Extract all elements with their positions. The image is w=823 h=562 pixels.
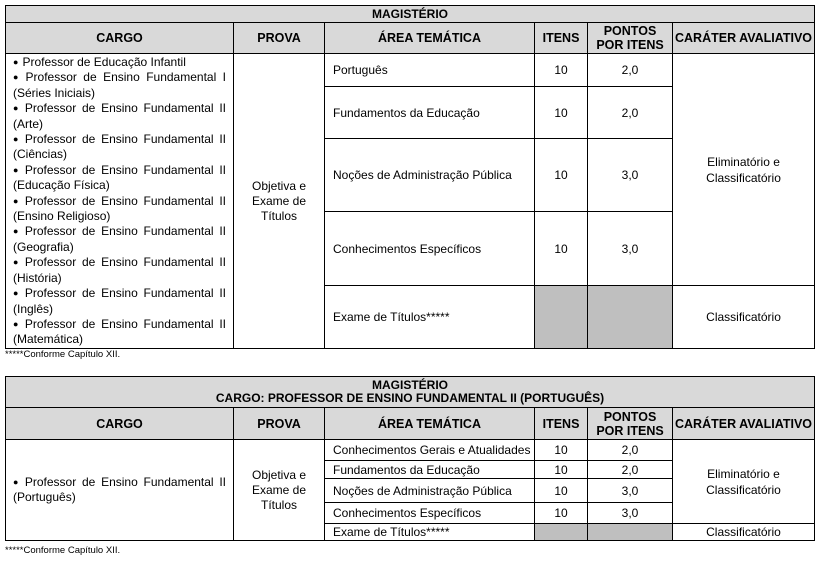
header-area-tematica: ÁREA TEMÁTICA: [325, 408, 535, 440]
bullet-icon: ●: [13, 134, 21, 145]
list-item: ● Professor de Ensino Fundamental II (Arte): [13, 101, 227, 131]
list-item: ● Professor de Ensino Fundamental II (Educação Física): [13, 162, 227, 193]
prova-cell: Objetiva e Exame de Títulos: [234, 440, 325, 541]
itens-cell: 10: [535, 503, 588, 524]
cargo-list: [6, 440, 234, 541]
area-cell: Exame de Títulos*****: [325, 524, 535, 541]
table-title: [6, 377, 815, 408]
area-cell: Noções de Administração Pública: [325, 479, 535, 503]
bullet-icon: ●: [13, 72, 22, 83]
area-cell: Português: [325, 54, 535, 87]
carater-cell: Eliminatório e Classificatório: [673, 440, 815, 524]
list-item: ● Professor de Ensino Fundamental II (Ciências): [13, 132, 227, 162]
pontos-cell: 3,0: [588, 479, 673, 503]
list-item: ● Professor de Ensino Fundamental II (Ensino Religioso): [13, 193, 227, 224]
list-item: ● Professor de Ensino Fundamental II (Matemática): [13, 316, 227, 347]
footnote: *****Conforme Capítulo XII.: [5, 349, 121, 360]
bullet-icon: ●: [13, 57, 19, 67]
header-pontos-por-itens: PONTOS POR ITENS: [588, 408, 673, 440]
magisterio-table: [5, 5, 815, 349]
itens-cell: 10: [535, 461, 588, 479]
bullet-icon: ●: [13, 318, 21, 329]
carater-cell: Classificatório: [673, 524, 815, 541]
table-row: [6, 54, 815, 87]
pontos-cell: 3,0: [588, 212, 673, 286]
area-cell: Conhecimentos Gerais e Atualidades: [325, 440, 535, 461]
bullet-icon: ●: [13, 195, 21, 206]
header-area-tematica: ÁREA TEMÁTICA: [325, 23, 535, 54]
itens-cell: 10: [535, 139, 588, 212]
bullet-icon: ●: [13, 226, 21, 237]
header-itens: ITENS: [535, 408, 588, 440]
magisterio-portugues-table: [5, 376, 815, 541]
carater-cell: Eliminatório e Classificatório: [673, 54, 815, 286]
pontos-cell: 3,0: [588, 139, 673, 212]
table-title: MAGISTÉRIO: [6, 6, 815, 23]
itens-cell: 10: [535, 440, 588, 461]
area-cell: Conhecimentos Específicos: [325, 212, 535, 286]
itens-cell: 10: [535, 54, 588, 87]
header-cargo: CARGO: [6, 23, 234, 54]
pontos-cell: 2,0: [588, 87, 673, 139]
list-item: ● Professor de Educação Infantil: [13, 55, 186, 69]
footnote: *****Conforme Capítulo XII.: [5, 545, 121, 556]
header-prova: PROVA: [234, 23, 325, 54]
area-cell: Conhecimentos Específicos: [325, 503, 535, 524]
header-itens: ITENS: [535, 23, 588, 54]
itens-cell: 10: [535, 479, 588, 503]
header-prova: PROVA: [234, 408, 325, 440]
list-item: ● Professor de Ensino Fundamental II (Geografia): [13, 224, 227, 254]
pontos-cell-empty: [588, 524, 673, 541]
area-cell: Fundamentos da Educação: [325, 461, 535, 479]
header-carater-avaliativo: CARÁTER AVALIATIVO: [673, 408, 815, 440]
itens-cell-empty: [535, 524, 588, 541]
bullet-icon: ●: [13, 257, 21, 268]
itens-cell: 10: [535, 212, 588, 286]
bullet-icon: ●: [13, 103, 21, 114]
bullet-icon: ●: [13, 164, 21, 175]
area-cell: Exame de Títulos*****: [325, 286, 535, 349]
header-carater-avaliativo: CARÁTER AVALIATIVO: [673, 23, 815, 54]
list-item: ● Professor de Ensino Fundamental II (História): [13, 255, 227, 285]
table-title-line2: CARGO: PROFESSOR DE ENSINO FUNDAMENTAL II (PORTUGUÊS): [215, 391, 605, 405]
itens-cell: 10: [535, 87, 588, 139]
carater-cell: Classificatório: [673, 286, 815, 349]
pontos-cell: 2,0: [588, 461, 673, 479]
pontos-cell: 3,0: [588, 503, 673, 524]
pontos-cell: 2,0: [588, 440, 673, 461]
table-row: [6, 440, 815, 461]
list-item: ● Professor de Ensino Fundamental II (Inglês): [13, 286, 227, 316]
area-cell: Noções de Administração Pública: [325, 139, 535, 212]
bullet-icon: ●: [13, 476, 21, 487]
cargo-list: [6, 54, 234, 349]
area-cell: Fundamentos da Educação: [325, 87, 535, 139]
list-item: ● Professor de Ensino Fundamental II (Português): [13, 474, 227, 504]
pontos-cell: 2,0: [588, 54, 673, 87]
header-pontos-por-itens: PONTOS POR ITENS: [588, 23, 673, 54]
list-item: ● Professor de Ensino Fundamental I (Séries Iniciais): [13, 70, 226, 100]
prova-cell: Objetiva e Exame de Títulos: [234, 54, 325, 349]
table-title-line1: MAGISTÉRIO: [371, 378, 448, 392]
bullet-icon: ●: [13, 288, 21, 299]
header-cargo: CARGO: [6, 408, 234, 440]
pontos-cell-empty: [588, 286, 673, 349]
itens-cell-empty: [535, 286, 588, 349]
